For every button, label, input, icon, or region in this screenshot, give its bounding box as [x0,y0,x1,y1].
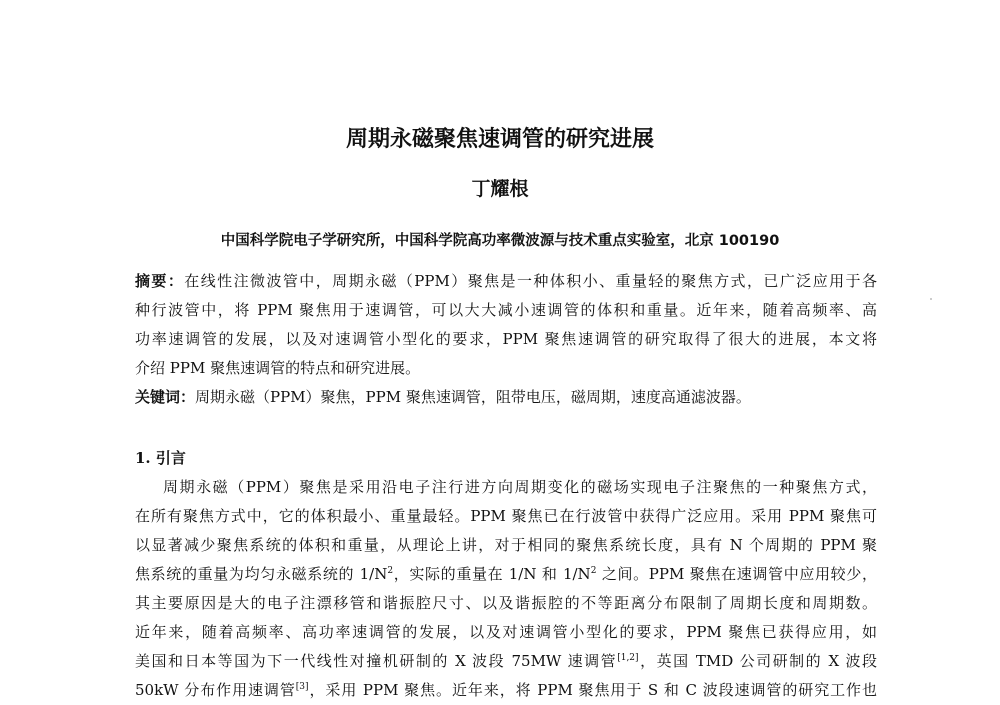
body-line-5: 其主要原因是大的电子注漂移管和谐振腔尺寸、以及谐振腔的不等距离分布限制了周期长度和周期数。 [135,594,877,612]
body-line-7 [135,646,877,676]
body-line-6: 近年来，随着高频率、高功率速调管的发展，以及对速调管小型化的要求，PPM 聚焦已获得应用，如 [135,623,877,641]
body-line-7-part-a: 美国和日本等国为下一代线性对撞机研制的 X 波段 75MW 速调管 [135,652,618,670]
keywords-text: 周期永磁（PPM）聚焦，PPM 聚焦速调管，阻带电压，磁周期，速度高通滤波器。 [195,388,751,406]
body-line-3: 以显著减少聚焦系统的体积和重量，从理论上讲，对于相同的聚焦系统长度，具有 N 个周期的 PPM 聚 [135,536,877,554]
body-line-4 [135,559,877,589]
paper-title: 周期永磁聚焦速调管的研究进展 [345,127,654,152]
author-name: 丁耀根 [471,178,529,200]
citation-ref: [3] [295,682,309,692]
abstract-label: 摘要： [135,272,185,290]
body-line-7-part-b: ，英国 TMD 公司研制的 X 波段 [638,652,877,670]
abstract-line-4: 介绍 PPM 聚焦速调管的特点和研究进展。 [135,359,421,377]
body-line-2: 在所有聚焦方式中，它的体积最小、重量最轻。PPM 聚焦已在行波管中获得广泛应用。采用 PPM 聚焦可 [135,507,877,525]
body-line-8 [135,675,877,705]
scan-speck [930,298,932,300]
body-line-4-part-b: ，实际的重量在 1/N 和 1/N [393,565,591,583]
abstract-text-1: 在线性注微波管中，周期永磁（PPM）聚焦是一种体积小、重量轻的聚焦方式，已广泛应用于各 [184,272,877,290]
citation-ref: [1,2] [617,653,639,663]
superscript: 2 [387,566,394,576]
body-line-4-part-a: 焦系统的重量为均匀永磁系统的 1/N [135,565,388,583]
body-line-4-part-c: 之间。PPM 聚焦在速调管中应用较少， [596,565,877,583]
abstract-line-2: 种行波管中，将 PPM 聚焦用于速调管，可以大大减小速调管的体积和重量。近年来，随着高频率、高 [135,301,877,319]
body-line-8-part-a: 50kW 分布作用速调管 [135,681,296,699]
abstract-line-3: 功率速调管的发展，以及对速调管小型化的要求，PPM 聚焦速调管的研究取得了很大的进展，本文将 [135,330,877,348]
section-heading: 1. 引言 [135,449,186,467]
keywords-line [135,382,877,412]
author-affiliation: 中国科学院电子学研究所，中国科学院高功率微波源与技术重点实验室，北京 100190 [220,233,780,249]
abstract-line-1 [135,266,877,296]
superscript: 2 [590,566,597,576]
body-line-1: 周期永磁（PPM）聚焦是采用沿电子注行进方向周期变化的磁场实现电子注聚焦的一种聚焦方式， [163,478,877,496]
keywords-label: 关键词： [135,388,196,406]
body-line-8-part-b: ，采用 PPM 聚焦。近年来，将 PPM 聚焦用于 S 和 C 波段速调管的研究工作也 [308,681,877,699]
